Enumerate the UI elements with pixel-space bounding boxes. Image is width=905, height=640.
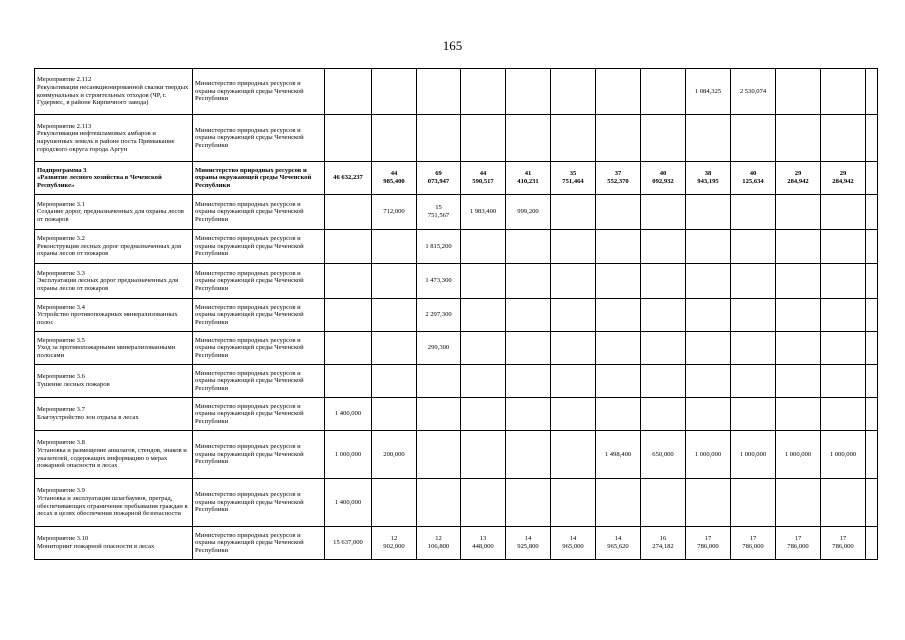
amount-cell bbox=[686, 299, 731, 332]
executor-cell: Министерство природных ресурсов и охраны окружающей среды Чеченской Республики bbox=[193, 115, 325, 162]
amount-cell: 1 498,400 bbox=[596, 431, 641, 479]
amount-cell: 40 125,634 bbox=[731, 162, 776, 195]
amount-cell: 14 965,000 bbox=[551, 527, 596, 560]
amount-cell bbox=[506, 230, 551, 264]
amount-cell bbox=[372, 264, 417, 299]
amount-cell: 29 284,942 bbox=[821, 162, 866, 195]
executor-cell: Министерство природных ресурсов и охраны окружающей среды Чеченской Республики bbox=[193, 69, 325, 115]
amount-cell bbox=[506, 332, 551, 365]
amount-cell: 13 448,000 bbox=[461, 527, 506, 560]
activity-name-cell: Мероприятие 3.2 Реконструкция лесных дорог предназначенных для охраны лесов от пожаров bbox=[35, 230, 193, 264]
executor-cell: Министерство природных ресурсов и охраны окружающей среды Чеченской Республики bbox=[193, 527, 325, 560]
amount-cell: 38 943,195 bbox=[686, 162, 731, 195]
amount-cell: 14 925,800 bbox=[506, 527, 551, 560]
amount-cell bbox=[596, 115, 641, 162]
table-row bbox=[35, 162, 878, 195]
amount-cell bbox=[731, 479, 776, 527]
executor-cell: Министерство природных ресурсов и охраны окружающей среды Чеченской Республики bbox=[193, 398, 325, 431]
amount-cell bbox=[776, 264, 821, 299]
amount-cell: 650,000 bbox=[641, 431, 686, 479]
amount-cell bbox=[821, 398, 866, 431]
amount-cell bbox=[686, 398, 731, 431]
amount-cell: 1 400,000 bbox=[325, 479, 372, 527]
amount-cell: 299,300 bbox=[417, 332, 461, 365]
amount-cell bbox=[686, 230, 731, 264]
activity-name-cell: Мероприятие 3.6 Тушение лесных пожаров bbox=[35, 365, 193, 398]
table-row bbox=[35, 264, 878, 299]
amount-cell bbox=[866, 431, 878, 479]
amount-cell bbox=[866, 195, 878, 230]
amount-cell bbox=[866, 299, 878, 332]
amount-cell bbox=[596, 195, 641, 230]
activity-name-cell: Мероприятие 3.4 Устройство противопожарных минерализованных полос bbox=[35, 299, 193, 332]
amount-cell bbox=[866, 365, 878, 398]
executor-cell: Министерство природных ресурсов и охраны окружающей среды Чеченской Республики bbox=[193, 195, 325, 230]
activity-name-cell: Подпрограмма 3 «Развитие лесного хозяйства в Чеченской Республике» bbox=[35, 162, 193, 195]
amount-cell bbox=[641, 264, 686, 299]
amount-cell bbox=[417, 365, 461, 398]
amount-cell bbox=[551, 299, 596, 332]
amount-cell: 1 000,000 bbox=[821, 431, 866, 479]
amount-cell bbox=[641, 69, 686, 115]
amount-cell: 29 284,942 bbox=[776, 162, 821, 195]
amount-cell bbox=[866, 332, 878, 365]
budget-table bbox=[34, 68, 878, 560]
amount-cell bbox=[325, 332, 372, 365]
amount-cell bbox=[866, 398, 878, 431]
amount-cell bbox=[506, 299, 551, 332]
amount-cell: 37 552,370 bbox=[596, 162, 641, 195]
amount-cell bbox=[551, 398, 596, 431]
amount-cell bbox=[506, 398, 551, 431]
amount-cell bbox=[506, 264, 551, 299]
table-row bbox=[35, 195, 878, 230]
amount-cell bbox=[325, 69, 372, 115]
amount-cell bbox=[866, 264, 878, 299]
amount-cell bbox=[731, 332, 776, 365]
amount-cell bbox=[461, 398, 506, 431]
amount-cell bbox=[461, 264, 506, 299]
amount-cell bbox=[461, 431, 506, 479]
amount-cell: 1 000,000 bbox=[776, 431, 821, 479]
amount-cell: 17 786,000 bbox=[731, 527, 776, 560]
amount-cell bbox=[821, 299, 866, 332]
amount-cell bbox=[461, 365, 506, 398]
amount-cell: 14 965,620 bbox=[596, 527, 641, 560]
amount-cell: 15 637,000 bbox=[325, 527, 372, 560]
amount-cell bbox=[551, 332, 596, 365]
amount-cell bbox=[641, 365, 686, 398]
table-row bbox=[35, 332, 878, 365]
amount-cell bbox=[417, 115, 461, 162]
executor-cell: Министерство природных ресурсов и охраны окружающей среды Чеченской Республики bbox=[193, 431, 325, 479]
amount-cell bbox=[461, 230, 506, 264]
amount-cell bbox=[776, 365, 821, 398]
amount-cell bbox=[731, 195, 776, 230]
executor-cell: Министерство природных ресурсов и охраны окружающей среды Чеченской Республики bbox=[193, 332, 325, 365]
amount-cell: 712,000 bbox=[372, 195, 417, 230]
amount-cell bbox=[731, 115, 776, 162]
amount-cell bbox=[372, 365, 417, 398]
table-row bbox=[35, 479, 878, 527]
activity-name-cell: Мероприятие 3.3 Эксплуатация лесных дорог предназначенных для охраны лесов от пожаров bbox=[35, 264, 193, 299]
amount-cell bbox=[372, 398, 417, 431]
amount-cell: 2 530,074 bbox=[731, 69, 776, 115]
activity-name-cell: Мероприятие 3.9 Установка и эксплуатация шлагбаумов, преград, обеспечивающих ограничение пребывания граждан в лесах в целях обеспечения пожарной безопасности bbox=[35, 479, 193, 527]
activity-name-cell: Мероприятие 2.113 Рекультивация нефтешламовых амбаров и нарушенных земель в районе поста Примыкание городского округа города Аргун bbox=[35, 115, 193, 162]
amount-cell bbox=[731, 299, 776, 332]
amount-cell: 1 815,200 bbox=[417, 230, 461, 264]
amount-cell bbox=[641, 195, 686, 230]
amount-cell bbox=[641, 115, 686, 162]
amount-cell bbox=[596, 299, 641, 332]
amount-cell bbox=[506, 69, 551, 115]
amount-cell bbox=[417, 69, 461, 115]
amount-cell bbox=[372, 115, 417, 162]
amount-cell bbox=[731, 264, 776, 299]
executor-cell: Министерство природных ресурсов и охраны окружающей среды Чеченской Республики bbox=[193, 230, 325, 264]
amount-cell bbox=[325, 264, 372, 299]
amount-cell: 17 786,000 bbox=[776, 527, 821, 560]
activity-name-cell: Мероприятие 3.7 Благоустройство зон отдыха в лесах bbox=[35, 398, 193, 431]
amount-cell bbox=[551, 195, 596, 230]
amount-cell bbox=[461, 332, 506, 365]
amount-cell: 1 000,000 bbox=[325, 431, 372, 479]
amount-cell bbox=[372, 69, 417, 115]
amount-cell bbox=[641, 230, 686, 264]
amount-cell bbox=[417, 398, 461, 431]
amount-cell bbox=[417, 431, 461, 479]
table-row bbox=[35, 365, 878, 398]
activity-name-cell: Мероприятие 2.112 Рекультивация несанкционированной свалки твердых коммунальных и строительных отходов (ЧР, г. Гудермес, в районе Кирпичного завода) bbox=[35, 69, 193, 115]
amount-cell bbox=[866, 230, 878, 264]
amount-cell bbox=[325, 195, 372, 230]
amount-cell bbox=[417, 479, 461, 527]
amount-cell bbox=[461, 299, 506, 332]
amount-cell bbox=[641, 398, 686, 431]
amount-cell bbox=[551, 365, 596, 398]
amount-cell bbox=[776, 115, 821, 162]
table-row bbox=[35, 115, 878, 162]
amount-cell bbox=[506, 479, 551, 527]
activity-name-cell: Мероприятие 3.1 Создание дорог, предназначенных для охраны лесов от пожаров bbox=[35, 195, 193, 230]
amount-cell bbox=[551, 264, 596, 299]
amount-cell bbox=[866, 115, 878, 162]
amount-cell bbox=[686, 479, 731, 527]
amount-cell bbox=[776, 69, 821, 115]
amount-cell bbox=[372, 479, 417, 527]
table-row bbox=[35, 299, 878, 332]
executor-cell: Министерство природных ресурсов и охраны окружающей среды Чеченской Республики bbox=[193, 479, 325, 527]
amount-cell: 17 786,000 bbox=[821, 527, 866, 560]
executor-cell: Министерство природных ресурсов и охраны окружающей среды Чеченской Республики bbox=[193, 264, 325, 299]
amount-cell bbox=[461, 479, 506, 527]
amount-cell bbox=[686, 365, 731, 398]
amount-cell: 44 590,517 bbox=[461, 162, 506, 195]
table-row bbox=[35, 398, 878, 431]
amount-cell bbox=[461, 69, 506, 115]
table-row bbox=[35, 431, 878, 479]
amount-cell bbox=[821, 365, 866, 398]
amount-cell: 1 084,325 bbox=[686, 69, 731, 115]
activity-name-cell: Мероприятие 3.8 Установка и размещение аншлагов, стендов, знаков и указателей, содержащих информацию о мерах пожарной опасности в лесах bbox=[35, 431, 193, 479]
amount-cell: 17 786,000 bbox=[686, 527, 731, 560]
amount-cell bbox=[731, 398, 776, 431]
amount-cell bbox=[641, 299, 686, 332]
executor-cell: Министерство природных ресурсов и охраны окружающей среды Чеченской Республики bbox=[193, 365, 325, 398]
amount-cell bbox=[551, 431, 596, 479]
amount-cell bbox=[776, 195, 821, 230]
amount-cell: 15 751,567 bbox=[417, 195, 461, 230]
amount-cell: 200,000 bbox=[372, 431, 417, 479]
amount-cell bbox=[776, 230, 821, 264]
amount-cell bbox=[731, 365, 776, 398]
amount-cell: 999,200 bbox=[506, 195, 551, 230]
amount-cell: 12 106,800 bbox=[417, 527, 461, 560]
activity-name-cell: Мероприятие 3.5 Уход за противопожарными минерализованными полосами bbox=[35, 332, 193, 365]
amount-cell bbox=[596, 69, 641, 115]
executor-cell: Министерство природных ресурсов и охраны окружающей среды Чеченской Республики bbox=[193, 299, 325, 332]
amount-cell bbox=[596, 398, 641, 431]
amount-cell bbox=[325, 365, 372, 398]
amount-cell bbox=[686, 195, 731, 230]
amount-cell bbox=[551, 230, 596, 264]
amount-cell: 16 274,182 bbox=[641, 527, 686, 560]
amount-cell bbox=[821, 115, 866, 162]
amount-cell bbox=[821, 69, 866, 115]
amount-cell bbox=[686, 332, 731, 365]
executor-cell: Министерство природных ресурсов и охраны окружающей среды Чеченской Республики bbox=[193, 162, 325, 195]
amount-cell: 44 985,400 bbox=[372, 162, 417, 195]
amount-cell bbox=[821, 195, 866, 230]
amount-cell bbox=[641, 332, 686, 365]
amount-cell bbox=[551, 69, 596, 115]
table-row bbox=[35, 527, 878, 560]
amount-cell bbox=[686, 115, 731, 162]
amount-cell bbox=[686, 264, 731, 299]
amount-cell bbox=[325, 230, 372, 264]
amount-cell bbox=[866, 162, 878, 195]
amount-cell bbox=[596, 479, 641, 527]
amount-cell bbox=[551, 115, 596, 162]
amount-cell bbox=[821, 264, 866, 299]
amount-cell bbox=[821, 332, 866, 365]
amount-cell: 12 902,000 bbox=[372, 527, 417, 560]
amount-cell bbox=[461, 115, 506, 162]
amount-cell bbox=[325, 115, 372, 162]
amount-cell bbox=[866, 69, 878, 115]
amount-cell bbox=[776, 299, 821, 332]
amount-cell: 1 473,300 bbox=[417, 264, 461, 299]
amount-cell bbox=[866, 527, 878, 560]
amount-cell bbox=[776, 398, 821, 431]
amount-cell bbox=[372, 230, 417, 264]
amount-cell bbox=[596, 332, 641, 365]
amount-cell bbox=[776, 332, 821, 365]
amount-cell bbox=[866, 479, 878, 527]
amount-cell: 1 983,400 bbox=[461, 195, 506, 230]
table-row bbox=[35, 230, 878, 264]
amount-cell: 41 410,231 bbox=[506, 162, 551, 195]
amount-cell: 1 000,000 bbox=[686, 431, 731, 479]
amount-cell bbox=[731, 230, 776, 264]
amount-cell: 1 400,000 bbox=[325, 398, 372, 431]
amount-cell: 46 632,237 bbox=[325, 162, 372, 195]
amount-cell bbox=[596, 264, 641, 299]
page-number: 165 bbox=[442, 38, 463, 53]
amount-cell bbox=[821, 479, 866, 527]
activity-name-cell: Мероприятие 3.10 Мониторинг пожарной опасности в лесах bbox=[35, 527, 193, 560]
amount-cell bbox=[551, 479, 596, 527]
amount-cell bbox=[372, 332, 417, 365]
amount-cell bbox=[325, 299, 372, 332]
amount-cell bbox=[506, 115, 551, 162]
amount-cell: 69 073,947 bbox=[417, 162, 461, 195]
amount-cell bbox=[596, 365, 641, 398]
amount-cell bbox=[776, 479, 821, 527]
amount-cell bbox=[372, 299, 417, 332]
amount-cell: 2 297,300 bbox=[417, 299, 461, 332]
amount-cell: 35 751,464 bbox=[551, 162, 596, 195]
amount-cell bbox=[506, 365, 551, 398]
amount-cell bbox=[821, 230, 866, 264]
amount-cell: 40 092,932 bbox=[641, 162, 686, 195]
amount-cell bbox=[506, 431, 551, 479]
amount-cell: 1 000,000 bbox=[731, 431, 776, 479]
table-row bbox=[35, 69, 878, 115]
amount-cell bbox=[596, 230, 641, 264]
amount-cell bbox=[641, 479, 686, 527]
